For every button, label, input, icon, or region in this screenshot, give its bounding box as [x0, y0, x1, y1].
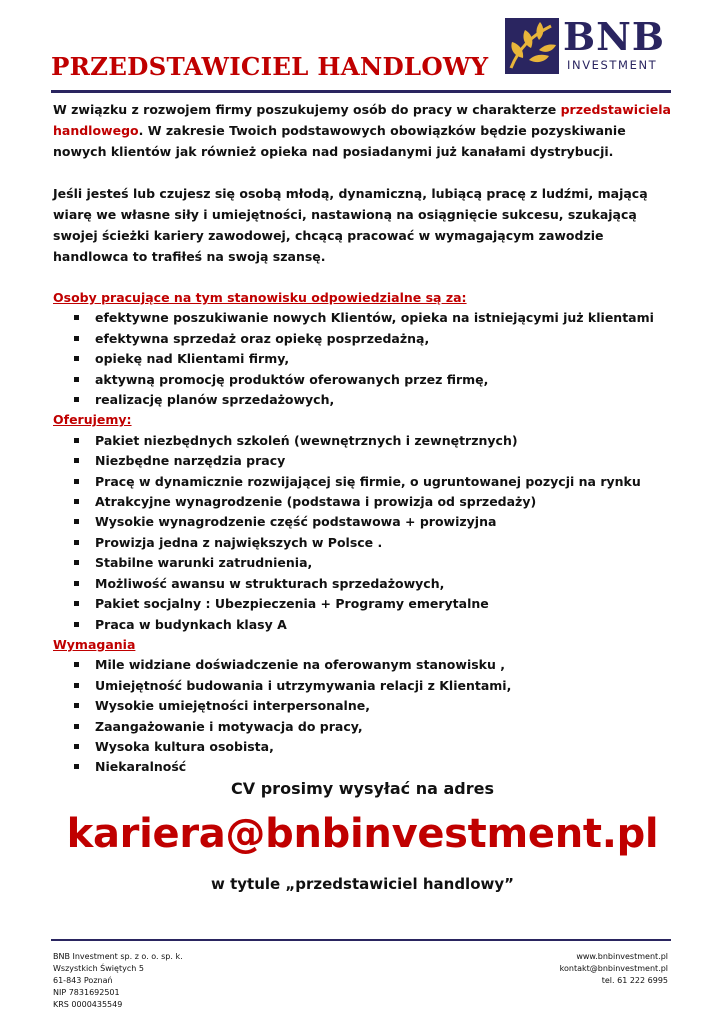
bullet-icon — [74, 438, 79, 443]
list-item-text: Mile widziane doświadczenie na oferowanym stanowisku , — [95, 657, 505, 673]
responsibilities-list — [53, 308, 673, 410]
requirements-heading: Wymagania — [53, 636, 136, 652]
company-nip: NIP 7831692501 — [53, 988, 120, 997]
company-email-link[interactable]: kontakt@bnbinvestment.pl — [559, 964, 668, 973]
list-item-text: Niekaralność — [95, 759, 187, 775]
intro-text-start: W związku z rozwojem firmy poszukujemy osób do pracy w charakterze — [53, 102, 561, 117]
list-item-text: Możliwość awansu w strukturach sprzedażowych, — [95, 575, 445, 591]
list-item-text: Wysokie umiejętności interpersonalne, — [95, 698, 370, 714]
bullet-icon — [74, 601, 79, 606]
list-item — [53, 472, 673, 492]
company-street: Wszystkich Świętych 5 — [53, 964, 144, 973]
requirements-list — [53, 655, 673, 777]
offer-list — [53, 431, 673, 635]
offer-heading: Oferujemy: — [53, 412, 132, 428]
company-city: 61-843 Poznań — [53, 976, 113, 985]
email-subject-instruction: w tytule „przedstawiciel handlowy” — [211, 875, 514, 893]
list-item — [53, 717, 673, 737]
list-item — [53, 594, 673, 614]
list-item — [53, 492, 673, 512]
list-item — [53, 533, 673, 553]
bullet-icon — [74, 479, 79, 484]
responsibilities-section — [53, 288, 673, 410]
list-item — [53, 676, 673, 696]
list-item — [53, 512, 673, 532]
bullet-icon — [74, 356, 79, 361]
company-logo — [505, 14, 673, 74]
bullet-icon — [74, 662, 79, 667]
list-item — [53, 390, 673, 410]
bullet-icon — [74, 397, 79, 402]
bullet-icon — [74, 315, 79, 320]
company-krs: KRS 0000435549 — [53, 1000, 123, 1009]
list-item-text: Pakiet socjalny : Ubezpieczenia + Programy emerytalne — [95, 596, 489, 612]
bullet-icon — [74, 499, 79, 504]
logo-subtitle: INVESTMENT — [567, 58, 658, 72]
list-item — [53, 737, 673, 757]
list-item-text: Praca w budynkach klasy A — [95, 616, 287, 632]
job-description — [53, 99, 673, 778]
list-item — [53, 431, 673, 451]
page-title: PRZEDSTAWICIEL HANDLOWY — [51, 52, 489, 81]
list-item — [53, 615, 673, 635]
list-item-text: Pakiet niezbędnych szkoleń (wewnętrznych i zewnętrznych) — [95, 432, 518, 448]
company-website-link[interactable]: www.bnbinvestment.pl — [576, 952, 668, 961]
intro-position-highlight: przedstawiciela handlowego — [53, 102, 671, 138]
cv-instruction: CV prosimy wysyłać na adres — [231, 779, 494, 798]
bullet-icon — [74, 724, 79, 729]
responsibilities-heading: Osoby pracujące na tym stanowisku odpowiedzialne są za: — [53, 290, 467, 305]
bullet-icon — [74, 336, 79, 341]
list-item-text: Pracę w dynamicznie rozwijającej się firmie, o ugruntowanej pozycji na rynku — [95, 473, 641, 489]
bullet-icon — [74, 519, 79, 524]
footer-divider — [51, 939, 671, 941]
company-phone: tel. 61 222 6995 — [601, 976, 668, 985]
list-item-text: Atrakcyjne wynagrodzenie (podstawa i prowizja od sprzedaży) — [95, 494, 537, 510]
intro-text-end: . W zakresie Twoich podstawowych obowiązków będzie pozyskiwanie nowych klientów jak również opieka nad posiadanymi już kanałami dystrybucji. — [53, 123, 626, 159]
bullet-icon — [74, 622, 79, 627]
requirements-section — [53, 635, 673, 778]
logo-wordmark: BNB — [563, 14, 665, 59]
bullet-icon — [74, 458, 79, 463]
list-item-text: Wysoka kultura osobista, — [95, 738, 274, 754]
list-item — [53, 370, 673, 390]
list-item-text: realizację planów sprzedażowych, — [95, 392, 335, 408]
company-contact — [560, 951, 668, 987]
list-item — [53, 553, 673, 573]
list-item — [53, 574, 673, 594]
list-item-text: Umiejętność budowania i utrzymywania relacji z Klientami, — [95, 677, 512, 693]
intro-paragraph — [53, 99, 673, 162]
list-item-text: Prowizja jedna z największych w Polsce . — [95, 534, 383, 550]
list-item — [53, 757, 673, 777]
contact-email-link[interactable]: kariera@bnbinvestment.pl — [66, 811, 659, 857]
list-item — [53, 349, 673, 369]
bullet-icon — [74, 560, 79, 565]
list-item — [53, 308, 673, 328]
bullet-icon — [74, 764, 79, 769]
list-item — [53, 329, 673, 349]
company-address — [53, 951, 183, 1011]
list-item-text: opiekę nad Klientami firmy, — [95, 351, 290, 367]
list-item-text: efektywne poszukiwanie nowych Klientów, opieka na istniejącymi już klientami — [95, 310, 654, 326]
candidate-profile-paragraph: Jeśli jesteś lub czujesz się osobą młodą, dynamiczną, lubiącą pracę z ludźmi, mającą wiarę we własne siły i umiejętności, nastawioną na osiągnięcie sukcesu, szukającą swojej ścieżki kariery zawodowej, chcącą pracować w wymagającym zawodzie handlowca to trafiłeś na swoją szansę. — [53, 186, 648, 264]
list-item — [53, 696, 673, 716]
bullet-icon — [74, 744, 79, 749]
bullet-icon — [74, 377, 79, 382]
list-item-text: Zaangażowanie i motywacja do pracy, — [95, 718, 363, 734]
leaf-logo-icon — [505, 18, 559, 74]
list-item-text: efektywna sprzedaż oraz opiekę posprzedażną, — [95, 330, 430, 346]
list-item-text: Niezbędne narzędzia pracy — [95, 453, 286, 469]
list-item-text: Wysokie wynagrodzenie część podstawowa + prowizyjna — [95, 514, 497, 530]
list-item-text: Stabilne warunki zatrudnienia, — [95, 555, 313, 571]
bullet-icon — [74, 703, 79, 708]
bullet-icon — [74, 683, 79, 688]
bullet-icon — [74, 581, 79, 586]
company-name: BNB Investment sp. z o. o. sp. k. — [53, 952, 183, 961]
offer-section — [53, 410, 673, 634]
list-item — [53, 655, 673, 675]
bullet-icon — [74, 540, 79, 545]
header-divider — [51, 90, 671, 93]
list-item — [53, 451, 673, 471]
list-item-text: aktywną promocję produktów oferowanych przez firmę, — [95, 371, 489, 387]
